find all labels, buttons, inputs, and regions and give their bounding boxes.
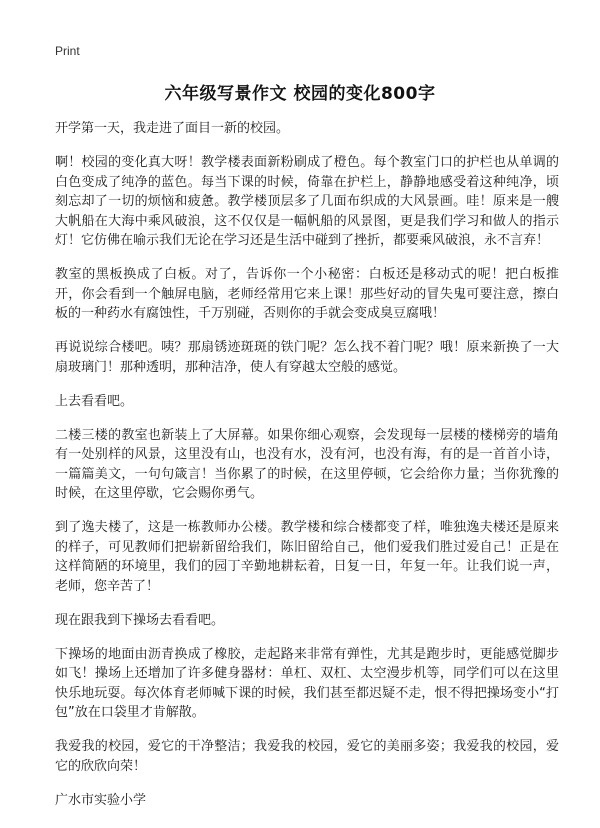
- paragraph-6: 二楼三楼的教室也新装上了大屏幕。如果你细心观察，会发现每一层楼的楼梯旁的墙角有一处别样的风景，这里没有山，也没有水，没有河，也没有海，有的是一首首小诗，一篇篇美文，一句句箴言！当你累了的时候，在这里停顿，它会给你力量；当你犹豫的时候，在这里停歇，它会赐你勇气。: [55, 427, 559, 501]
- paragraph-8: 现在跟我到下操场去看看吧。: [55, 612, 225, 628]
- paragraph-5: 上去看看吧。: [55, 393, 134, 409]
- paragraph-3: 教室的黑板换成了白板。对了，告诉你一个小秘密：白板还是移动式的呢！把白板推开，你会看到一个触屏电脑，老师经常用它来上课！那些好动的冒失鬼可要注意，擦白板的一种药水有腐蚀性，千万别碰，否则你的手就会变成臭豆腐哦！: [55, 267, 559, 321]
- article-title: 六年级写景作文 校园的变化800字: [164, 84, 436, 104]
- paragraph-7: 到了逸夫楼了，这是一栋教师办公楼。教学楼和综合楼都变了样，唯独逸夫楼还是原来的样子，可见教师们把崭新留给我们，陈旧留给自己，他们爱我们胜过爱自己！正是在这样简陋的环境里，我们的园丁辛勤地耕耘着，日复一日，年复一年。让我们说一声，老师，您辛苦了！: [55, 520, 559, 594]
- paragraph-10: 我爱我的校园，爱它的干净整洁；我爱我的校园，爱它的美丽多姿；我爱我的校园，爱它的欣欣向荣！: [55, 739, 559, 774]
- article-body: [55, 119, 559, 810]
- paragraph-2: 啊！校园的变化真大呀！教学楼表面新粉刷成了橙色。每个教室门口的护栏也从单调的白色变成了纯净的蓝色。每当下课的时候，倚靠在护栏上，静静地感受着这种纯净，顷刻忘却了一切的烦恼和疲惫。教学楼顶层多了几面布织成的大风景画。哇！原来是一艘大帆船在大海中乘风破浪，这不仅仅是一幅帆船的风景图，更是我们学习和做人的指示灯！它仿佛在喻示我们无论在学习还是生活中碰到了挫折，都要乘风破浪，永不言弃！: [55, 155, 559, 248]
- paragraph-4: 再说说综合楼吧。咦？那扇锈迹斑斑的铁门呢？怎么找不着门呢？哦！原来新换了一大扇玻璃门！那种透明，那种洁净，使人有穿越太空般的感觉。: [55, 340, 559, 375]
- author-signature: 广水市实验小学: [55, 792, 147, 808]
- paragraph-1: 开学第一天，我走进了面目一新的校园。: [55, 121, 290, 136]
- paragraph-9: 下操场的地面由沥青换成了橡胶，走起路来非常有弹性，尤其是跑步时，更能感觉脚步如飞！操场上还增加了许多健身器材：单杠、双杠、太空漫步机等，同学们可以在这里快乐地玩耍。每次体育老师喊下课的时候，我们甚至都迟疑不走，恨不得把操场变小“打包”放在口袋里才肯解散。: [55, 646, 559, 720]
- print-label: Print: [55, 44, 80, 58]
